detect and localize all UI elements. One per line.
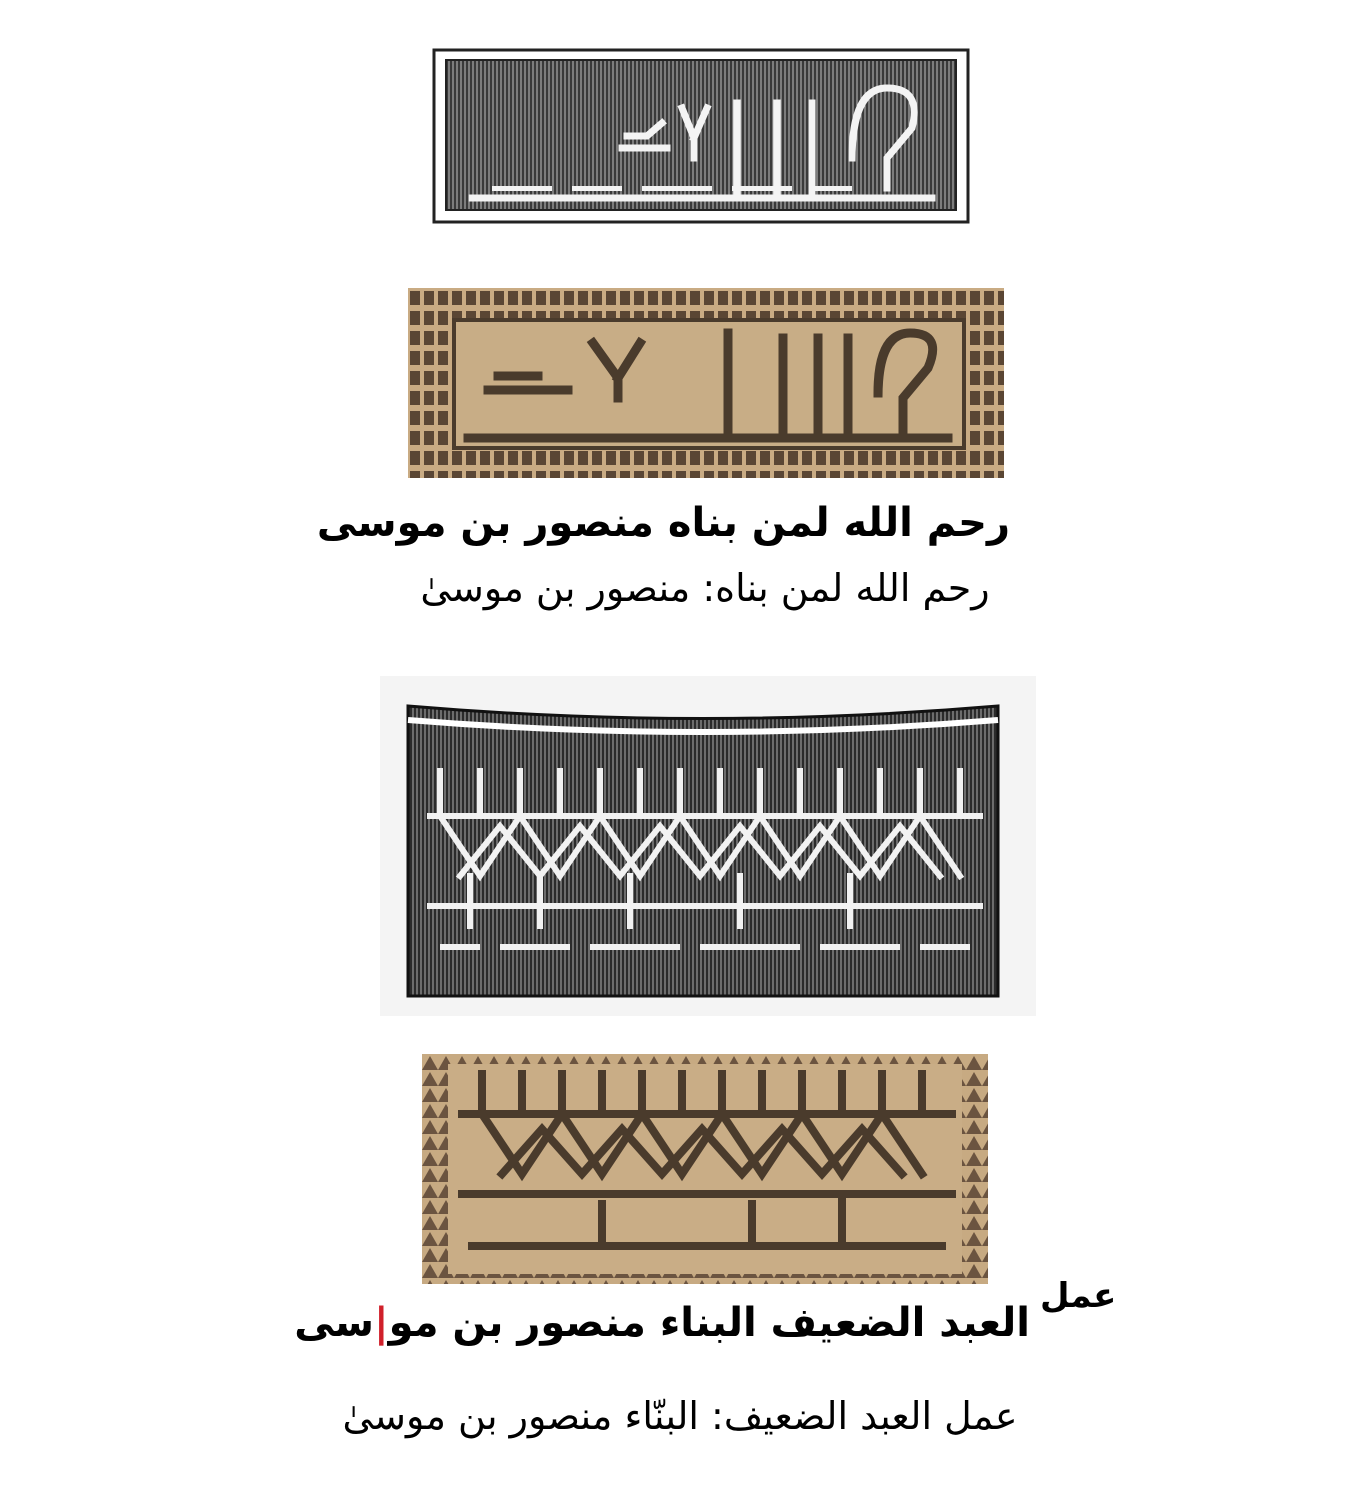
caption-2-kufic-part-b: سى [294,1300,374,1346]
caption-2-naskh: عمل العبد الضعيف: البنّاء منصور بن موسىٰ [342,1394,1018,1438]
inscription-2-drawing-svg [380,676,1036,1016]
caption-2-kufic [294,1300,1030,1346]
inscription-2-drawing [380,676,1036,1016]
inscription-1-photo-svg [408,288,1004,478]
inscription-1-photo [408,288,1004,478]
inscription-2-photo-svg [422,1054,988,1284]
inscription-1-drawing-svg [432,48,970,224]
caption-2-kufic-word: عمل [1040,1276,1117,1316]
caption-2-kufic-part-a: العبد الضعيف البناء منصور بن مو [388,1300,1030,1346]
caption-1-naskh: رحم الله لمن بناه: منصور بن موسىٰ [420,566,990,610]
inscription-2-photo [422,1054,988,1284]
inscription-1-drawing [432,48,970,224]
caption-2-separator: | [374,1300,389,1346]
caption-1-kufic: رحم الله لمن بناه منصور بن موسى [316,500,1010,546]
